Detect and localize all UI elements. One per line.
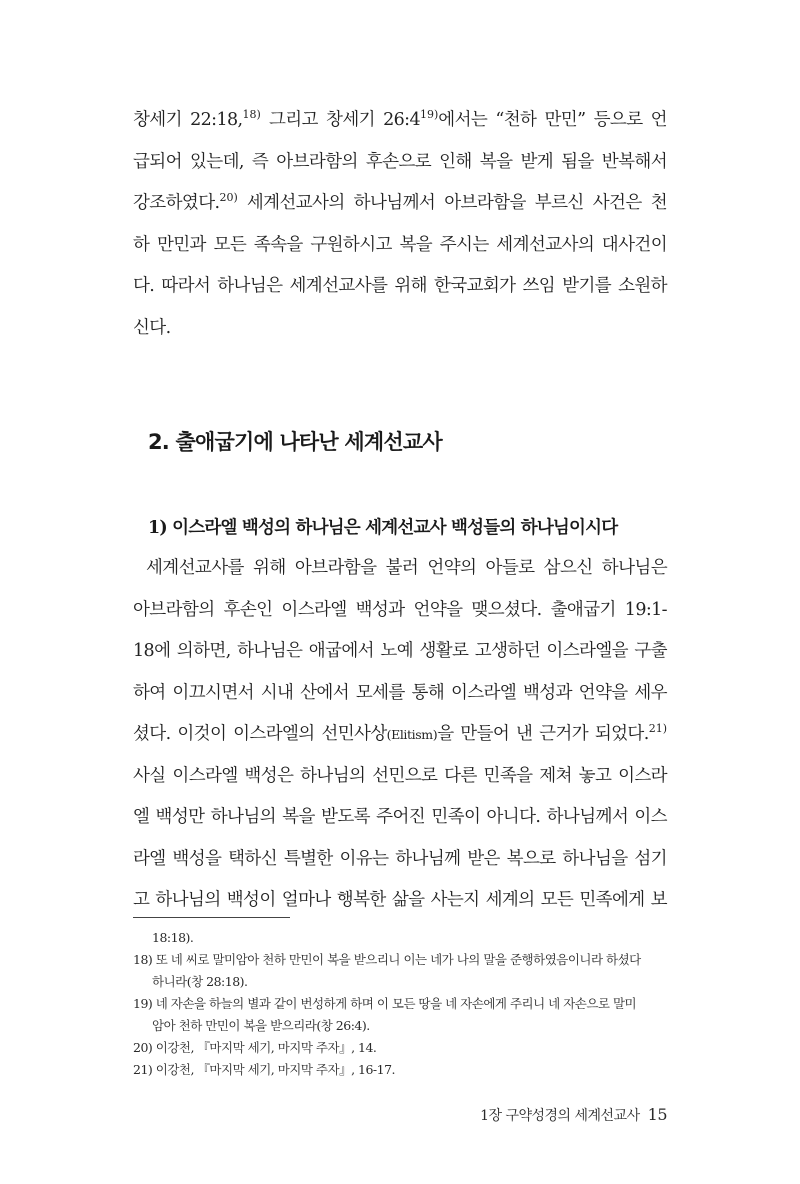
- text-line: 아브라함의 후손인 이스라엘 백성과 언약을 맺으셨다. 출애굽기 19:1-: [133, 599, 667, 620]
- body-paragraph-2: [133, 548, 667, 922]
- text-line: 하여 이끄시면서 시내 산에서 모세를 통해 이스라엘 백성과 언약을 세우: [133, 682, 667, 703]
- footnote-18: 18) 또 네 씨로 말미암아 천하 만민이 복을 받으리니 이는 네가 나의 말을 준행하였음이니라 하셨다: [133, 952, 641, 967]
- text-line: 사실 이스라엘 백성은 하나님의 선민으로 다른 민족을 제쳐 놓고 이스라: [133, 765, 667, 786]
- running-footer: [480, 1105, 667, 1125]
- text-line: 창세기 22:18,$^{18)}$ 그리고 창세기 26:4$^{19)}$에서는 “천하 만민” 등으로 언: [133, 108, 667, 130]
- text-line: 라엘 백성을 택하신 특별한 이유는 하나님께 받은 복으로 하나님을 섬기: [133, 848, 667, 869]
- text-line: 엘 백성만 하나님의 복을 받도록 주어진 민족이 아니다. 하나님께서 이스: [133, 807, 667, 827]
- text-line: 급되어 있는데, 즉 아브라함의 후손으로 인해 복을 받게 됨을 반복해서: [133, 151, 667, 172]
- footnote-20: 20) 이강천, 『마지막 세기, 마지막 주자』, 14.: [133, 1040, 377, 1055]
- footnote-divider: [133, 917, 290, 918]
- page-number: 15: [647, 1105, 667, 1124]
- text-line: 다. 따라서 하나님은 세계선교사를 위해 한국교회가 쓰임 받기를 소원하: [133, 276, 667, 296]
- footnote-ref-21[interactable]: 21): [648, 722, 667, 736]
- body-paragraph-1: [133, 100, 667, 349]
- sub-heading: 1) 이스라엘 백성의 하나님은 세계선교사 백성들의 하나님이시다: [148, 518, 618, 538]
- footnotes: [133, 927, 669, 1081]
- text-line: 신다.: [133, 317, 171, 338]
- footnote-19-cont: 암아 천하 만민이 복을 받으리라(창 26:4).: [152, 1018, 370, 1033]
- footnote-19: 19) 네 자손을 하늘의 별과 같이 번성하게 하며 이 모든 땅을 네 자손에게 주리니 네 자손으로 말미: [133, 996, 637, 1011]
- footnote-continuation: 18:18).: [152, 930, 194, 945]
- text-line: 세계선교사를 위해 아브라함을 불러 언약의 아들로 삼으신 하나님은: [146, 558, 667, 578]
- section-heading: 2. 출애굽기에 나타난 세계선교사: [148, 430, 442, 454]
- text-line: 하 만민과 모든 족속을 구원하시고 복을 주시는 세계선교사의 대사건이: [133, 234, 667, 255]
- text-line: 강조하였다.$^{20)}$ 세계선교사의 하나님께서 아브라함을 부르신 사건은 천: [133, 191, 667, 213]
- text-line: 셨다. 이것이 이스라엘의 선민사상(Elitism)을 만들어 낸 근거가 되었다.$^{21)}$: [133, 722, 667, 744]
- footnote-ref-18[interactable]: 18): [242, 108, 261, 122]
- footnote-18-cont: 하니라(창 28:18).: [152, 974, 248, 989]
- footnote-ref-20[interactable]: 20): [219, 191, 238, 205]
- text-line: 고 하나님의 백성이 얼마나 행복한 삶을 사는지 세계의 모든 민족에게 보: [133, 890, 667, 910]
- footnote-21: 21) 이강천, 『마지막 세기, 마지막 주자』, 16-17.: [133, 1062, 396, 1077]
- chapter-title: 1장 구약성경의 세계선교사: [480, 1108, 640, 1124]
- text-line: 18에 의하면, 하나님은 애굽에서 노예 생활로 고생하던 이스라엘을 구출: [133, 641, 667, 661]
- footnote-ref-19[interactable]: 19): [420, 108, 439, 122]
